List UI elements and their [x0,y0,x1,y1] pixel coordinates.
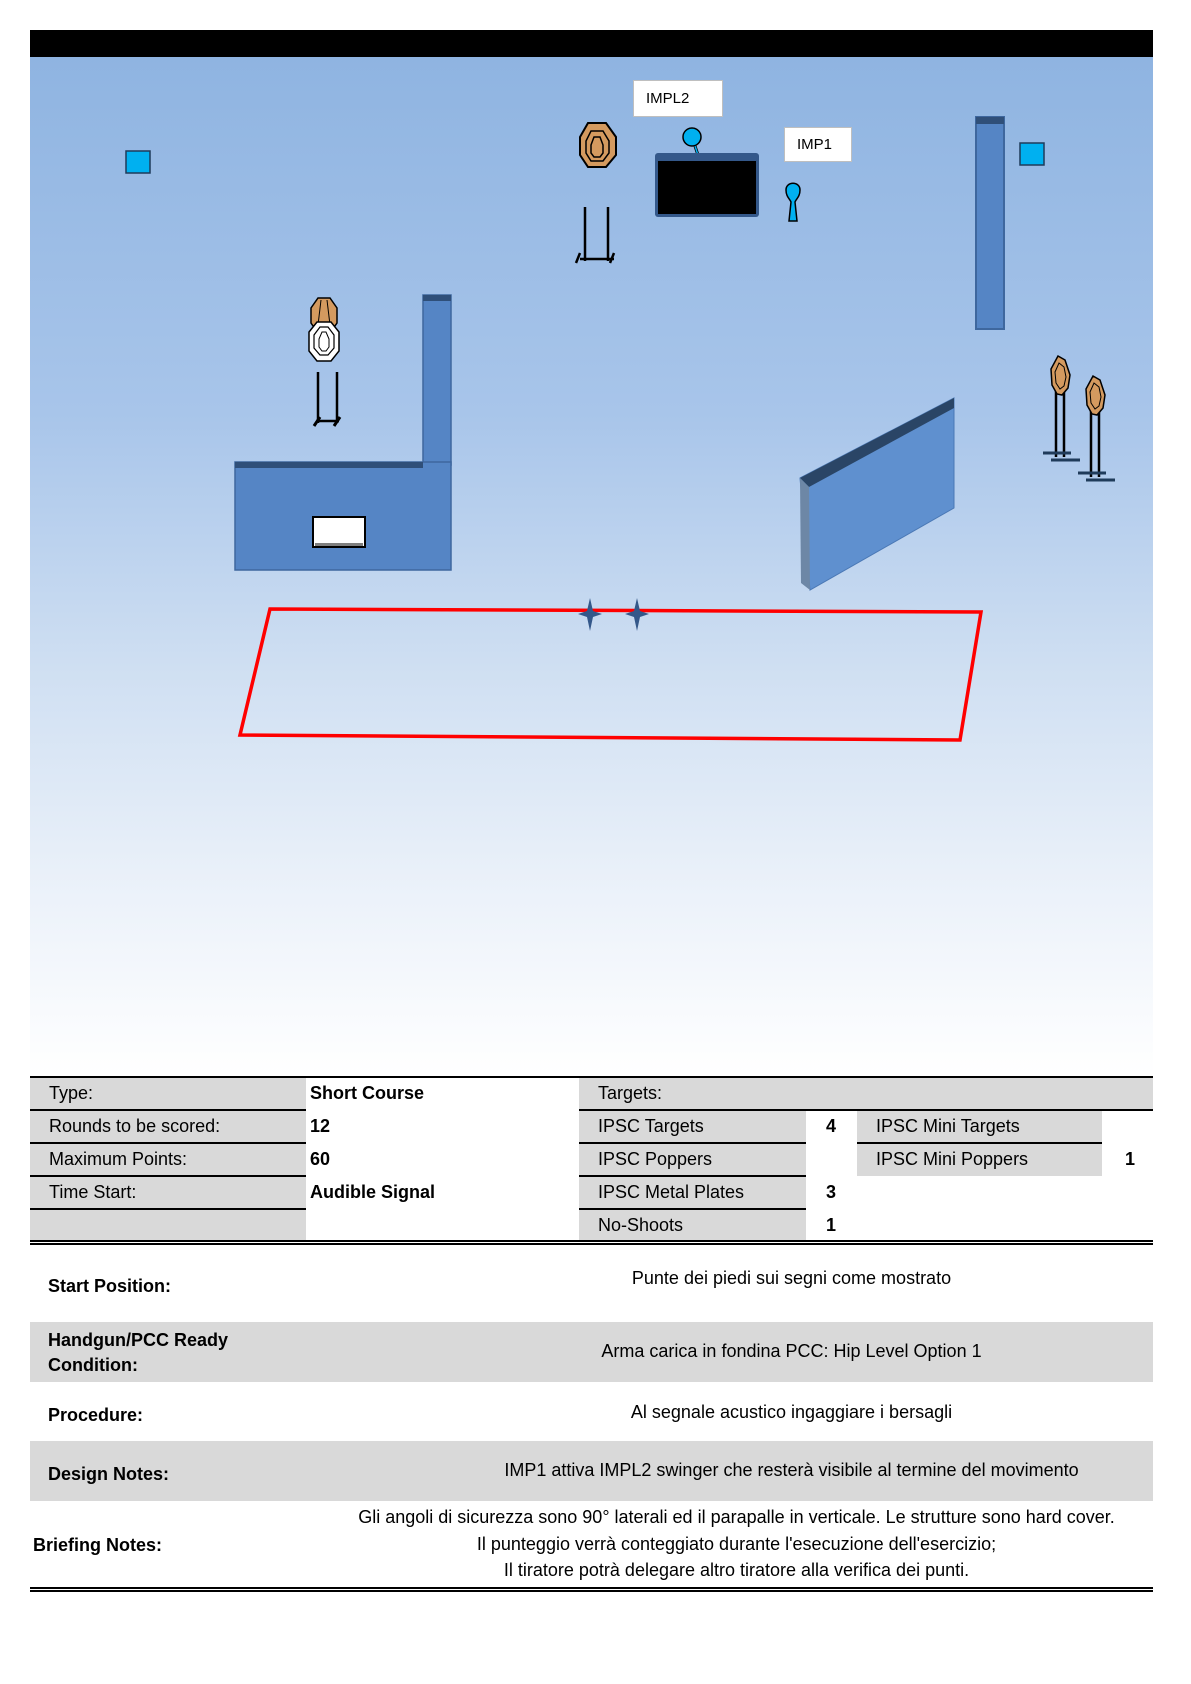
start-position-label: Start Position: [48,1276,172,1296]
time-start-value: Audible Signal [310,1182,436,1202]
design-notes-value: IMP1 attiva IMPL2 swinger che resterà visibile al termine del movimento [504,1460,1079,1480]
ready-condition-label [48,1328,228,1378]
max-points-value: 60 [310,1149,331,1169]
foot-marker-left [578,598,602,631]
left-marker-square [126,151,150,173]
header-bar [30,30,1153,57]
target-type-label: IPSC Targets [579,1110,806,1143]
target-type-label: IPSC Metal Plates [579,1176,806,1209]
imp1-label: IMP1 [784,127,852,162]
wall-window [313,517,365,547]
double-divider [30,1587,1153,1592]
briefing-line: Gli angoli di sicurezza sono 90° laterali ed il parapalle in verticale. Le strutture sono hard cover. [358,1507,1115,1527]
stage-drawing [30,57,1153,1075]
divider [579,1142,806,1144]
type-label: Type: [30,1077,306,1110]
target-type-label: IPSC Poppers [579,1143,806,1176]
briefing-notes-row [30,1501,1153,1587]
stage-diagram [30,57,1153,1075]
procedure-label: Procedure: [48,1405,144,1425]
ready-condition-row [30,1322,1153,1382]
mini-target-count [1125,1110,1151,1143]
target-type-label: No-Shoots [579,1209,806,1242]
type-value: Short Course [310,1083,425,1103]
divider [30,1109,306,1111]
divider [579,1109,1153,1111]
right-wall [976,117,1004,329]
procedure-row [30,1382,1153,1441]
start-position-markers [578,598,649,631]
divider [579,1175,806,1177]
target-count [826,1143,856,1176]
divider [857,1142,1102,1144]
impl2-swinger [683,128,701,155]
rounds-value: 12 [310,1116,331,1136]
start-position-value: Punte dei piedi sui segni come mostrato [631,1268,952,1288]
ready-condition-label-line1: Handgun/PCC Ready [48,1330,229,1350]
ready-condition-label-line2: Condition: [48,1355,138,1375]
divider [30,1208,306,1210]
start-position-row [30,1246,1153,1322]
imp1-popper [786,183,800,221]
black-barrier [655,153,759,217]
angled-wall [800,398,954,590]
double-divider [30,1240,1153,1245]
foot-marker-right [625,598,649,631]
target-count: 4 [826,1116,837,1136]
stage-summary-table [30,1077,1153,1245]
ipsc-target-right-2 [1078,376,1115,480]
design-notes-label: Design Notes: [48,1464,170,1484]
ipsc-target-with-no-shoot [309,298,340,426]
briefing-line: Il tiratore potrà delegare altro tiratore alla verifica dei punti. [503,1560,970,1580]
briefing-line: Il punteggio verrà conteggiato durante l'esecuzione dell'esercizio; [476,1534,997,1554]
l-shaped-wall [235,295,451,570]
design-notes-row [30,1441,1153,1501]
time-start-label: Time Start: [30,1176,306,1209]
impl2-label: IMPL2 [633,80,723,117]
divider [30,1076,1153,1078]
ipsc-target-top [576,123,616,263]
rounds-label: Rounds to be scored: [30,1110,306,1143]
mini-target-label: IPSC Mini Targets [857,1110,1102,1143]
mini-target-count: 1 [1125,1149,1136,1169]
mini-target-label: IPSC Mini Poppers [857,1143,1102,1176]
procedure-value: Al segnale acustico ingaggiare i bersagli [630,1402,953,1422]
briefing-notes-label: Briefing Notes: [33,1535,163,1555]
ready-condition-value: Arma carica in fondina PCC: Hip Level Option 1 [601,1341,982,1361]
empty-label-cell [30,1209,306,1242]
target-count: 1 [826,1215,837,1235]
divider [30,1142,306,1144]
targets-label: Targets: [579,1077,1153,1110]
ipsc-target-right-1 [1043,356,1080,460]
right-marker-square [1020,143,1044,165]
target-count: 3 [826,1182,837,1202]
start-area-box [240,609,981,740]
divider [579,1208,806,1210]
max-points-label: Maximum Points: [30,1143,306,1176]
divider [30,1175,306,1177]
